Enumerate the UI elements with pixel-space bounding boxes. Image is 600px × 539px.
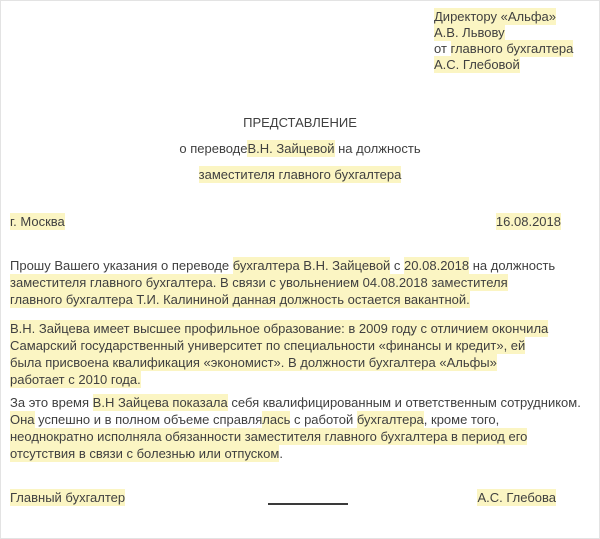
highlighted-text-run: 16.08.2018 <box>495 214 561 229</box>
city-label <box>10 213 65 230</box>
paragraph-line <box>10 354 548 371</box>
highlighted-text-run: лась <box>262 412 291 427</box>
paragraph-line <box>10 320 548 337</box>
text-run: Прошу Вашего указания о переводе <box>10 258 233 273</box>
paragraph-line <box>10 428 581 445</box>
recipient-line <box>434 57 573 73</box>
paragraph-education <box>10 320 548 388</box>
highlighted-text-run: 20.08.2018 <box>404 258 470 273</box>
document-date <box>496 213 561 230</box>
highlighted-text-run: неоднократно исполняла обязанности заместителя главного бухгалтера в период его <box>10 429 528 444</box>
text-run: о переводе <box>179 141 248 156</box>
paragraph-line <box>10 274 555 291</box>
document-subtitle <box>1 140 599 157</box>
highlighted-text-run: главного бухгалтера <box>450 41 574 56</box>
text-run: , кроме того, <box>423 412 500 427</box>
paragraph-line <box>10 394 581 411</box>
signature-line <box>268 503 348 505</box>
text-run: ПРЕДСТАВЛЕНИЕ <box>243 115 357 130</box>
text-run: себя квалифицированным и ответственным сотрудником. <box>227 395 581 410</box>
highlighted-text-run: бухгалтера В.Н. Зайцевой <box>232 258 391 273</box>
highlighted-text-run: работает с 2010 года. <box>10 372 141 387</box>
highlighted-text-run: Директору «Альфа» <box>434 9 557 24</box>
signature-row <box>10 489 561 509</box>
paragraph-line <box>10 445 581 462</box>
paragraph-performance <box>10 394 581 462</box>
highlighted-text-run: В.Н. Зайцевой <box>247 141 335 156</box>
highlighted-text-run: бухгалтера <box>356 412 424 427</box>
recipient-line <box>434 41 573 57</box>
highlighted-text-run: Самарский государственный университет по специальности «финансы и кредит», ей <box>10 338 526 353</box>
highlighted-text-run: отсутствия в связи с болезнью или отпуском <box>10 446 280 461</box>
text-run: от <box>434 41 451 56</box>
paragraph-line <box>10 337 548 354</box>
text-run: За это время <box>10 395 93 410</box>
paragraph-line <box>10 411 581 428</box>
paragraph-request <box>10 257 555 308</box>
highlighted-text-run: была присвоена квалификация «экономист». В должности бухгалтера «Альфы» <box>10 355 497 370</box>
text-run: с работой <box>290 412 357 427</box>
text-run: с <box>390 258 405 273</box>
document-subtitle <box>1 166 599 183</box>
paragraph-line <box>10 257 555 274</box>
highlighted-text-run: В.Н. Зайцева имеет высшее профильное образование: в 2009 году с отличием окончила <box>10 321 549 336</box>
text-run: . <box>279 446 283 461</box>
paragraph-line <box>10 371 548 388</box>
highlighted-text-run: заместителя главного бухгалтера <box>198 167 402 182</box>
highlighted-text-run: В.Н Зайцева показала <box>92 395 228 410</box>
highlighted-text-run: А.В. Львову <box>434 25 505 40</box>
highlighted-text-run: главного бухгалтера Т.И. Калининой данная должность остается вакантной. <box>10 292 470 307</box>
document-title <box>1 114 599 131</box>
recipient-line <box>434 25 573 41</box>
highlighted-text-run: заместителя главного бухгалтера. В связи с увольнением 04.08.2018 заместителя <box>10 275 508 290</box>
highlighted-text-run: Главный бухгалтер <box>10 490 126 505</box>
highlighted-text-run: А.С. Глебова <box>477 490 556 505</box>
highlighted-text-run: А.С. Глебовой <box>434 57 520 72</box>
highlighted-text-run: г. Москва <box>10 214 65 229</box>
recipient-address-block <box>434 9 573 73</box>
paragraph-line <box>10 291 555 308</box>
text-run: на должность <box>469 258 556 273</box>
text-run: на должность <box>334 141 421 156</box>
signer-role <box>10 489 125 506</box>
signer-name <box>477 489 556 506</box>
highlighted-text-run: Она <box>10 412 35 427</box>
document-title-block <box>1 114 599 192</box>
recipient-line <box>434 9 573 25</box>
text-run: успешно и в полном объеме справля <box>34 412 263 427</box>
